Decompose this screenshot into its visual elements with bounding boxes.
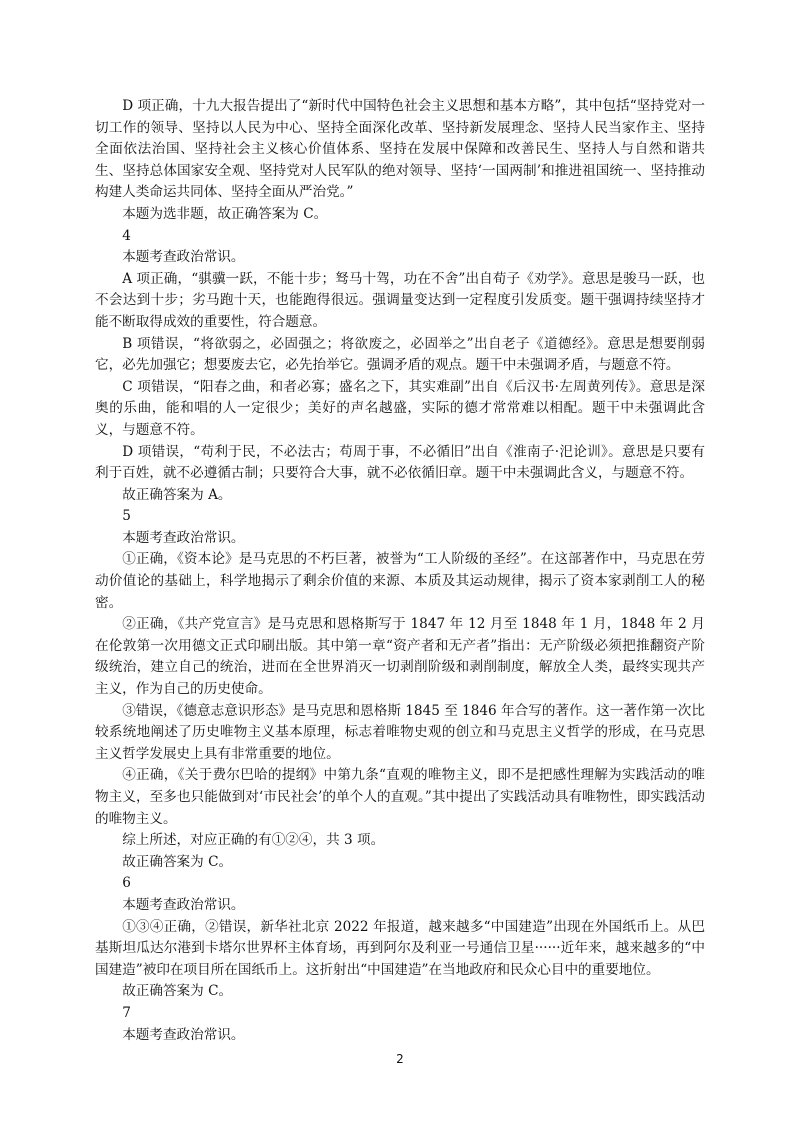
paragraph: 本题为选非题，故正确答案为 C。 <box>122 205 328 222</box>
paragraph: ①③④正确，②错误，新华社北京 2022 年报道，越来越多“中国建造”出现在外国纸币上。从巴基斯坦瓜达尔港到卡塔尔世界杯主体育场，再到阿尔及利亚一号通信卫星······近年来，越来越多的“中国建造”被印在项目所在国纸币上。这折射出“中国建造”在当地政府和民众心目中的重要地位。 <box>95 918 705 978</box>
paragraph: 本题考查政治常识。 <box>122 1026 245 1043</box>
question-number: 4 <box>122 227 131 244</box>
paragraph: A 项正确，“骐骥一跃，不能十步；驽马十驾，功在不舍”出自荀子《劝学》。意思是骏马一跃，也不会达到十步；劣马跑十天，也能跑得很远。强调量变达到一定程度引发质变。题干强调持续坚持才能不断取得成效的重要性，符合题意。 <box>95 270 705 330</box>
paragraph: 本题考查政治常识。 <box>122 529 245 546</box>
question-number: 6 <box>122 875 131 892</box>
paragraph: 本题考查政治常识。 <box>122 896 245 913</box>
paragraph: ④正确，《关于费尔巴哈的提纲》中第九条“直观的唯物主义，即不是把感性理解为实践活动的唯物主义，至多也只能做到对‘市民社会’的单个人的直观。”其中提出了实践活动具有唯物性，即实践活动的唯物主义。 <box>95 767 705 827</box>
paragraph: B 项错误，“将欲弱之，必固强之；将欲废之，必固举之”出自老子《道德经》。意思是想要削弱它，必先加强它；想要废去它，必先抬举它。强调矛盾的观点。题干中未强调矛盾，与题意不符。 <box>95 335 705 374</box>
paragraph: ③错误，《德意志意识形态》是马克思和恩格斯 1845 至 1846 年合写的著作。这一著作第一次比较系统地阐述了历史唯物主义基本原理，标志着唯物史观的创立和马克思主义哲学的形成，在马克思主义哲学发展史上具有非常重要的地位。 <box>95 702 705 762</box>
paragraph: 本题考查政治常识。 <box>122 249 245 266</box>
paragraph: C 项错误，“阳春之曲，和者必寡；盛名之下，其实难副”出自《后汉书·左周黄列传》。意思是深奥的乐曲，能和唱的人一定很少；美好的声名越盛，实际的德才常常难以相配。题干中未强调此含义，与题意不符。 <box>95 378 705 438</box>
body-text <box>95 96 705 1046</box>
page-number: 2 <box>396 1052 404 1066</box>
paragraph: ①正确，《资本论》是马克思的不朽巨著，被誉为“工人阶级的圣经”。在这部著作中，马克思在劳动价值论的基础上，科学地揭示了剩余价值的来源、本质及其运动规律，揭示了资本家剥削工人的秘密。 <box>95 551 705 611</box>
question-number: 5 <box>122 508 131 525</box>
paragraph: 综上所述，对应正确的有①②④，共 3 项。 <box>122 832 385 849</box>
paragraph: ②正确，《共产党宣言》是马克思和恩格斯写于 1847 年 12 月至 1848 年 1 月，1848 年 2 月在伦敦第一次用德文正式印刷出版。其中第一章“资产者和无产者”指出：无产阶级必须把推翻资产阶级统治，建立自己的统治，进而在全世界消灭一切剥削阶级和剥削制度，解放全人类，最终实现共产主义，作为自己的历史使命。 <box>95 616 705 698</box>
paragraph: 故正确答案为 C。 <box>122 983 233 1000</box>
paragraph: D 项正确，十九大报告提出了“新时代中国特色社会主义思想和基本方略”，其中包括“坚持党对一切工作的领导、坚持以人民为中心、坚持全面深化改革、坚持新发展理念、坚持人民当家作主、坚持全面依法治国、坚持社会主义核心价值体系、坚持在发展中保障和改善民生、坚持人与自然和谐共生、坚持总体国家安全观、坚持党对人民军队的绝对领导、坚持‘一国两制’和推进祖国统一、坚持推动构建人类命运共同体、坚持全面从严治党。” <box>95 98 705 201</box>
question-number: 7 <box>122 1004 131 1021</box>
paragraph: D 项错误，“苟利于民，不必法古；苟周于事，不必循旧”出自《淮南子·汜论训》。意思是只要有利于百姓，就不必遵循古制；只要符合大事，就不必依循旧章。题干中未强调此含义，与题意不符。 <box>95 443 705 482</box>
paragraph: 故正确答案为 A。 <box>122 486 232 503</box>
paragraph: 故正确答案为 C。 <box>122 853 233 870</box>
